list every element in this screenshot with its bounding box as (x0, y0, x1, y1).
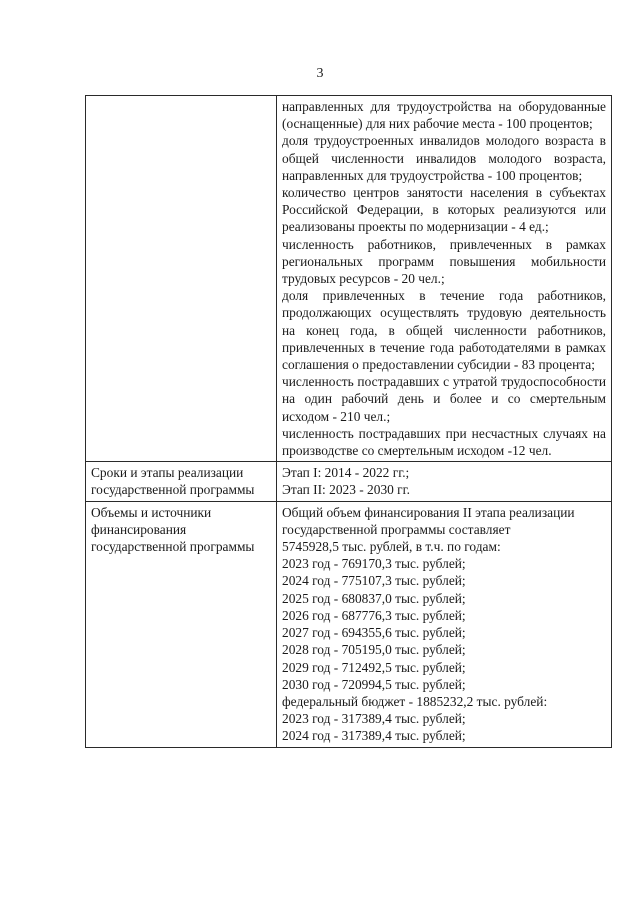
row-label-cell (86, 96, 277, 462)
indicator-text: направленных для трудоустройства на оборудованные (оснащенные) для них рабочие места - 100 процентов; (282, 99, 606, 132)
financing-line: 2023 год - 317389,4 тыс. рублей; (282, 711, 466, 727)
indicator-text: численность пострадавших при несчастных случаях на производстве со смертельным исходом -12 чел. (282, 425, 606, 459)
indicators-cell (277, 96, 612, 462)
financing-line: 2030 год - 720994,5 тыс. рублей; (282, 676, 466, 692)
stages-cell (277, 462, 612, 501)
indicator-text: доля трудоустроенных инвалидов молодого возраста в общей численности инвалидов молодого возраста, направленных для трудоустройства - 100 процентов; (282, 133, 606, 183)
table-row (86, 462, 612, 501)
financing-line: 2028 год - 705195,0 тыс. рублей; (282, 642, 466, 658)
indicator-text: количество центров занятости населения в субъектах Российской Федерации, в которых реализуются или реализованы проекты по модернизации - 4 ед.; (282, 185, 606, 235)
financing-cell (277, 501, 612, 747)
financing-line: 2029 год - 712492,5 тыс. рублей; (282, 659, 466, 675)
stage-line: Этап II: 2023 - 2030 гг. (282, 482, 411, 498)
row-label-cell: Сроки и этапы реализации государственной программы (86, 462, 277, 501)
financing-line: 2027 год - 694355,6 тыс. рублей; (282, 625, 466, 641)
financing-line: 2024 год - 317389,4 тыс. рублей; (282, 728, 466, 744)
financing-intro: Общий объем финансирования II этапа реализации государственной программы составляет (282, 504, 575, 537)
financing-line: 2024 год - 775107,3 тыс. рублей; (282, 573, 466, 589)
table-row (86, 501, 612, 747)
financing-line: 2025 год - 680837,0 тыс. рублей; (282, 590, 466, 606)
table-row (86, 96, 612, 462)
indicator-text: доля привлеченных в течение года работников, продолжающих осуществлять трудовую деятельность на конец года, в общей численности работников, привлеченных в течение года работодателями в рамках соглашения о предоставлении субсидии - 83 процента; (282, 288, 606, 373)
stage-line: Этап I: 2014 - 2022 гг.; (282, 465, 410, 481)
financing-lines (282, 538, 606, 744)
financing-line: 5745928,5 тыс. рублей, в т.ч. по годам: (282, 539, 501, 555)
row-label-cell: Объемы и источники финансирования государственной программы (86, 501, 277, 747)
page-number: 3 (316, 66, 324, 81)
indicator-text: численность пострадавших с утратой трудоспособности на один рабочий день и более и со смертельным исходом - 210 чел.; (282, 374, 606, 424)
financing-line: федеральный бюджет - 1885232,2 тыс. рублей: (282, 693, 548, 709)
passport-table (85, 95, 612, 748)
indicator-text: численность работников, привлеченных в рамках региональных программ повышения мобильности трудовых ресурсов - 20 чел.; (282, 236, 606, 287)
financing-line: 2026 год - 687776,3 тыс. рублей; (282, 607, 466, 623)
financing-line: 2023 год - 769170,3 тыс. рублей; (282, 556, 466, 572)
